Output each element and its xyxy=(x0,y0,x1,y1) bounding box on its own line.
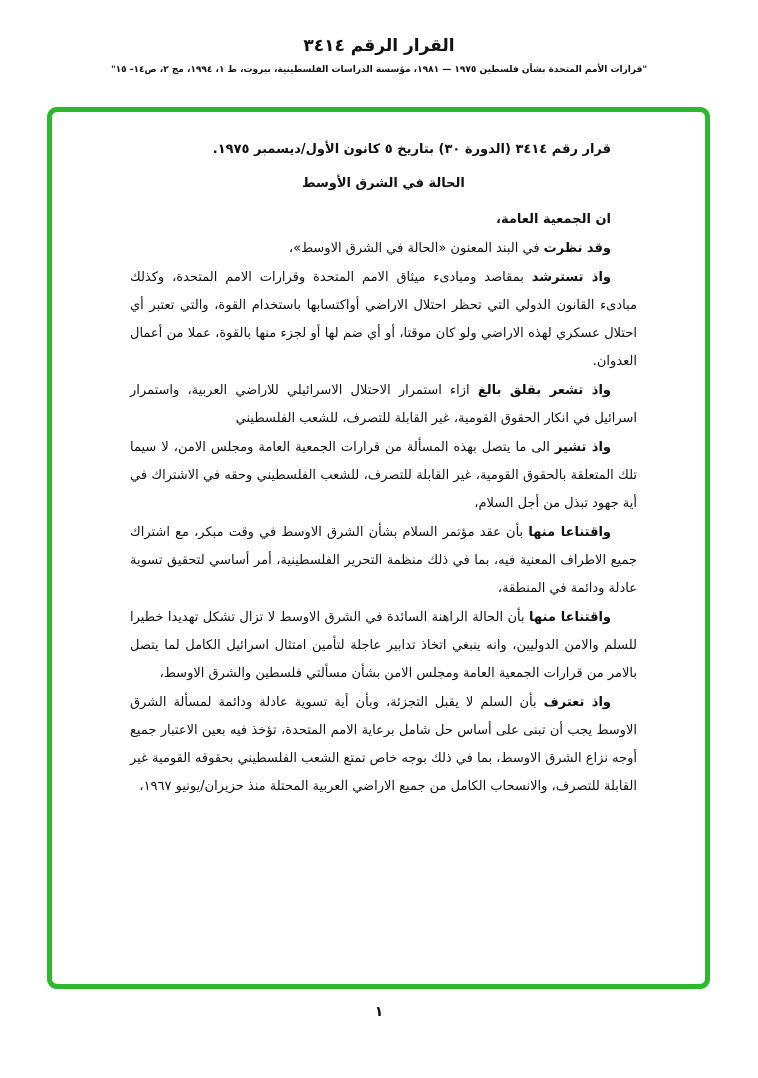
page-title: القرار الرقم ٣٤١٤ xyxy=(303,36,455,56)
paragraph xyxy=(130,377,637,433)
paragraph-text: بأن السلم لا يقبل التجزئة، وبأن أية تسوية عادلة ودائمة لمسألة الشرق الاوسط يجب أن تبنى على أساس حل شامل برعاية الامم المتحدة، تؤخذ فيه بعين الاعتبار جميع أوجه نزاع الشرق الاوسط، بما في ذلك بوجه خاص تمتع الشعب الفلسطيني بحقوقه القومية غير القابلة للتصرف، والانسحاب الكامل من جميع الاراضي العربية المحتلة منذ حزيران/يونيو ١٩٦٧، xyxy=(130,695,637,794)
paragraph-text: بمقاصد ومبادىء ميثاق الامم المتحدة وقرارات الامم المتحدة، وكذلك مبادىء القانون الدولي التي تحظر احتلال الاراضي أواكتسابها باستخدام القوة، والتي تعتبر أي احتلال عسكري لهذه الاراضي ولو كان موقتا، أو أي ضم لها أو لجزء منها بالقوة، عملا من أعمال العدوان. xyxy=(130,270,637,369)
paragraph-lead: واقتناعا منها xyxy=(528,525,611,540)
paragraph-text: في البند المعنون «الحالة في الشرق الاوسط»، xyxy=(288,241,544,256)
paragraph-text: بأن الحالة الراهنة السائدة في الشرق الاوسط لا تزال تشكل تهديدا خطيرا للسلم والامن الدوليين، وانه ينبغي اتخاذ تدابير عاجلة لتأمين امتثال اسرائيل الكامل لما يتصل بالامر من قرارات الجمعية العامة ومجلس الامن بشأن مسألتي فلسطين والشرق الاوسط، xyxy=(130,610,637,681)
paragraph-lead: واذ تعترف xyxy=(543,695,612,710)
page-header xyxy=(0,0,758,75)
page-number: ١ xyxy=(374,1004,384,1020)
paragraph-lead: واذ تسترشد xyxy=(531,270,612,285)
paragraph xyxy=(130,604,637,688)
paragraph-lead: وقد نظرت xyxy=(543,241,611,256)
paragraph-text: ازاء استمرار الاحتلال الاسرائيلي للاراضي العربية، واستمرار اسرائيل في انكار الحقوق القومية، غير القابلة للتصرف، للشعب الفلسطيني xyxy=(130,383,637,426)
paragraph xyxy=(130,434,637,518)
paragraph-text: الى ما يتصل بهذه المسألة من قرارات الجمعية العامة ومجلس الامن، لا سيما تلك المتعلقة بالحقوق القومية، غير القابلة للتصرف، للشعب الفلسطيني وحقه في الاشتراك في أية جهود تبذل من أجل السلام، xyxy=(130,440,637,511)
paragraph xyxy=(130,519,637,603)
paragraph-text: بأن عقد مؤتمر السلام بشأن الشرق الاوسط في وقت مبكر، مع اشتراك جميع الاطراف المعنية فيه، بما في ذلك منظمة التحرير الفلسطينية، أمر أساسي لتحقيق تسوية عادلة ودائمة في المنطقة، xyxy=(130,525,637,596)
paragraph-lead: واذ تشعر بقلق بالغ xyxy=(477,383,612,398)
paragraph xyxy=(130,264,637,376)
paragraph-lead: واذ تشير xyxy=(554,440,611,455)
source-citation: "قرارات الأمم المتحدة بشأن فلسطين ١٩٧٥ — ١٩٨١، مؤسسة الدراسات الفلسطينية، بيروت، ط ١، ١٩٩٤، مج ٢، ص١٤- ١٥" xyxy=(110,65,648,75)
resolution-intro: قرار رقم ٣٤١٤ (الدورة ٣٠) بتاريخ ٥ كانون الأول/ديسمبر ١٩٧٥. xyxy=(212,142,611,157)
paragraph-lead: ان الجمعية العامة، xyxy=(496,212,611,227)
paragraph-lead: واقتناعا منها xyxy=(529,610,611,625)
paragraph xyxy=(130,206,637,234)
document-frame xyxy=(47,107,710,989)
section-heading: الحالة في الشرق الأوسط xyxy=(302,176,465,191)
document-body xyxy=(130,136,637,801)
paragraph xyxy=(130,689,637,801)
paragraph xyxy=(130,235,637,263)
